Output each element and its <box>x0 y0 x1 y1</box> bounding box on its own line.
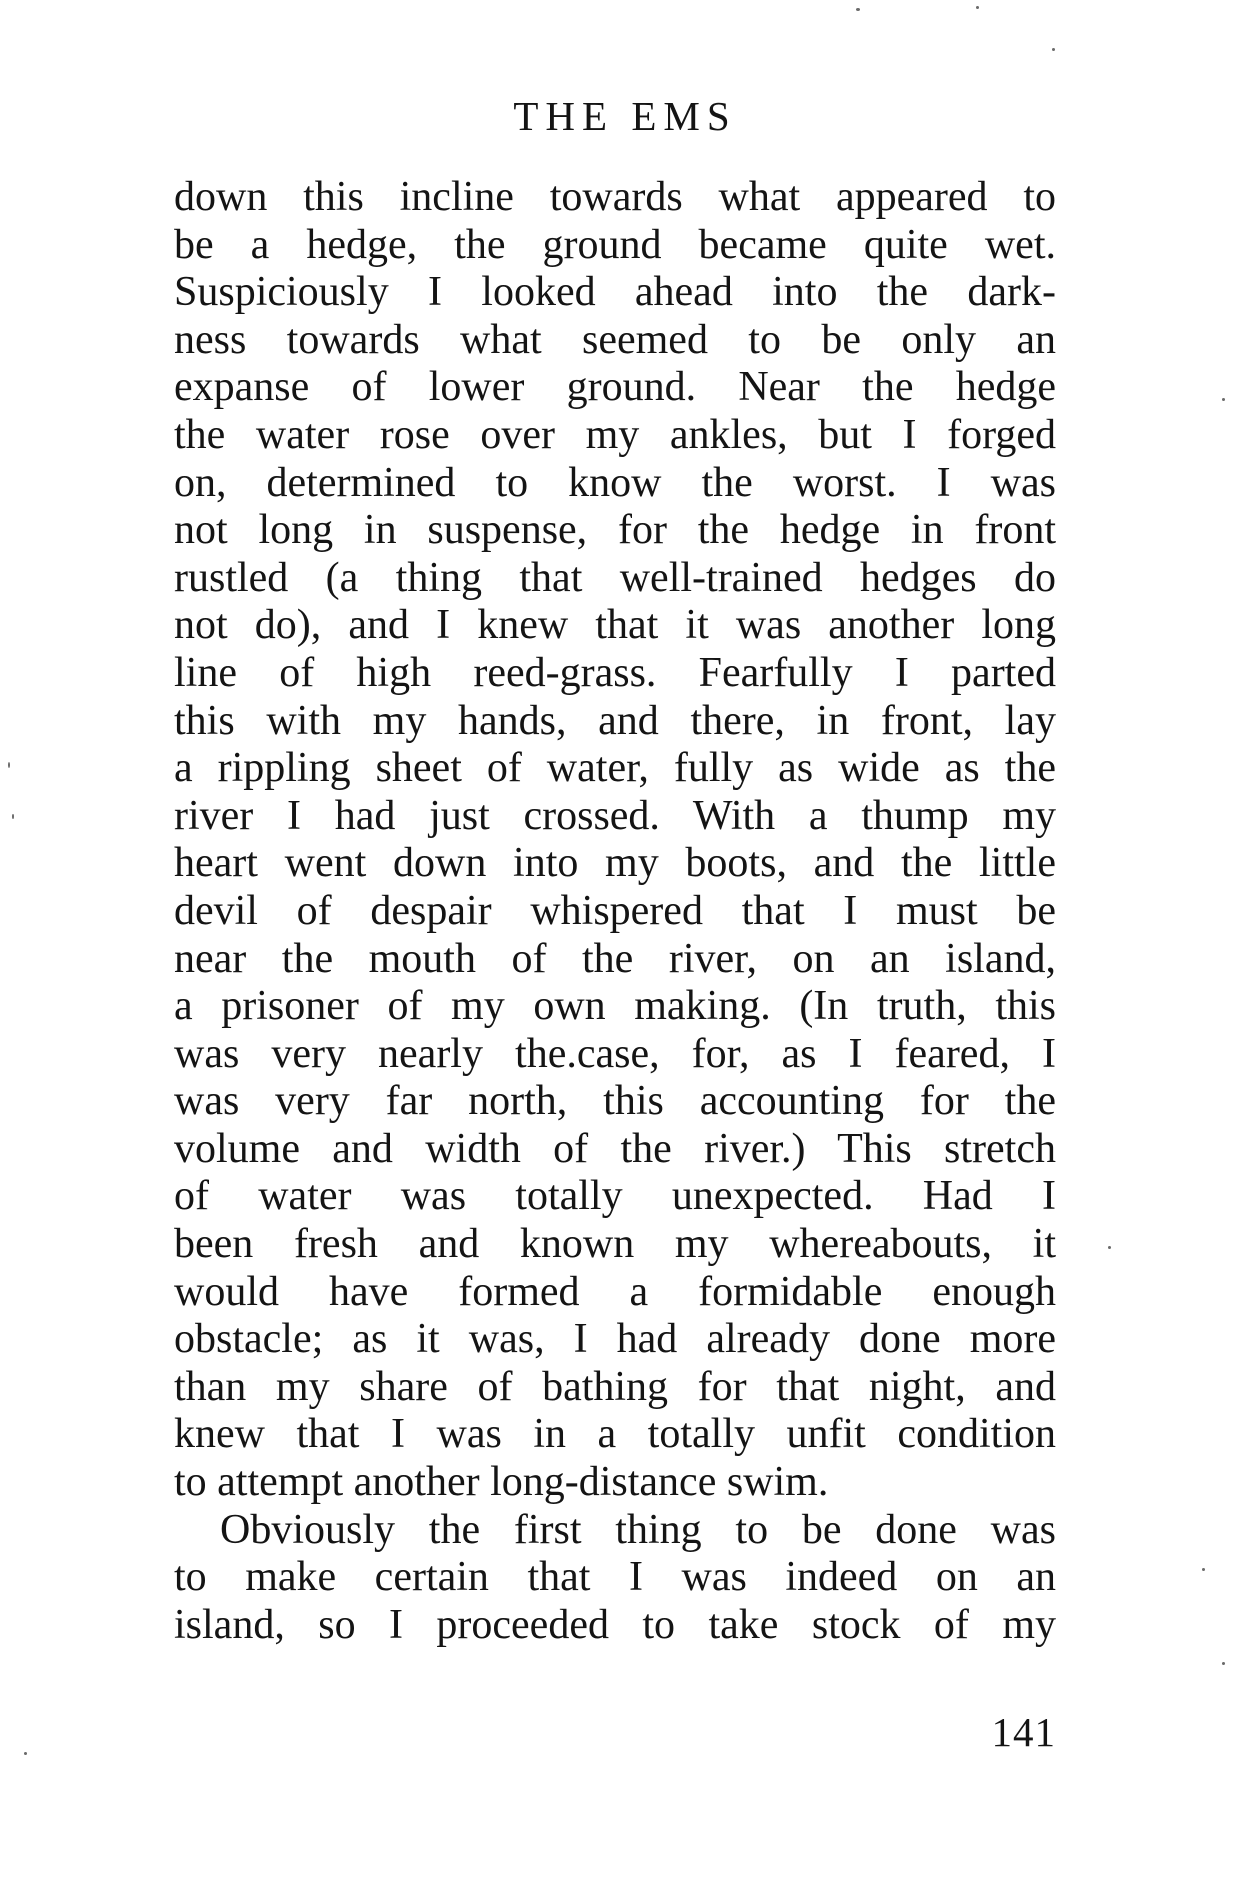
text-line: heart went down into my boots, and the little <box>174 840 1056 887</box>
text-line: devil of despair whispered that I must be <box>174 887 1056 934</box>
paragraph <box>174 1507 1056 1650</box>
text-line: the water rose over my ankles, but I forged <box>174 411 1056 458</box>
scan-speck <box>1222 398 1225 401</box>
text-line: volume and width of the river.) This stretch <box>174 1125 1056 1172</box>
text-line: on, determined to know the worst. I was <box>174 459 1056 506</box>
text-line: not do), and I knew that it was another long <box>174 602 1056 649</box>
text-line: than my share of bathing for that night, and <box>174 1363 1056 1410</box>
text-line: was very nearly the.case, for, as I feared, I <box>174 1030 1056 1077</box>
text-line: near the mouth of the river, on an island, <box>174 935 1056 982</box>
scan-speck <box>1052 48 1055 51</box>
text-line: river I had just crossed. With a thump my <box>174 792 1056 839</box>
text-line: be a hedge, the ground became quite wet. <box>174 221 1056 268</box>
text-line: not long in suspense, for the hedge in front <box>174 507 1056 554</box>
text-line: been fresh and known my whereabouts, it <box>174 1221 1056 1268</box>
scan-speck <box>8 762 10 768</box>
scan-speck <box>1222 1662 1225 1665</box>
text-line: expanse of lower ground. Near the hedge <box>174 364 1056 411</box>
text-line: rustled (a thing that well-trained hedges do <box>174 554 1056 601</box>
scan-speck <box>12 814 14 819</box>
paragraph <box>174 174 1056 1507</box>
text-line: Suspiciously I looked ahead into the dark- <box>174 269 1056 316</box>
body-text <box>174 174 1056 1649</box>
text-line: down this incline towards what appeared to <box>174 174 1056 220</box>
text-line: island, so I proceeded to take stock of my <box>174 1601 1056 1648</box>
text-line: to attempt another long-distance swim. <box>174 1459 829 1506</box>
scan-speck <box>976 6 979 9</box>
scan-speck <box>1108 1246 1111 1249</box>
text-line: Obviously the first thing to be done was <box>220 1506 1056 1553</box>
scan-speck <box>856 8 860 11</box>
page-number: 141 <box>991 1709 1056 1755</box>
text-line: a prisoner of my own making. (In truth, this <box>174 983 1056 1030</box>
running-head: THE EMS <box>513 93 737 139</box>
text-line: obstacle; as it was, I had already done more <box>174 1316 1056 1363</box>
text-line: knew that I was in a totally unfit condition <box>174 1411 1056 1458</box>
text-line: a rippling sheet of water, fully as wide as the <box>174 745 1056 792</box>
text-line: this with my hands, and there, in front, lay <box>174 697 1056 744</box>
text-line: line of high reed-grass. Fearfully I parted <box>174 649 1056 696</box>
text-line: of water was totally unexpected. Had I <box>174 1173 1056 1220</box>
text-line: ness towards what seemed to be only an <box>174 316 1056 363</box>
scan-speck <box>24 1752 27 1755</box>
scan-speck <box>1202 1568 1205 1571</box>
text-line: to make certain that I was indeed on an <box>174 1554 1056 1601</box>
text-line: was very far north, this accounting for the <box>174 1078 1056 1125</box>
text-line: would have formed a formidable enough <box>174 1268 1056 1315</box>
